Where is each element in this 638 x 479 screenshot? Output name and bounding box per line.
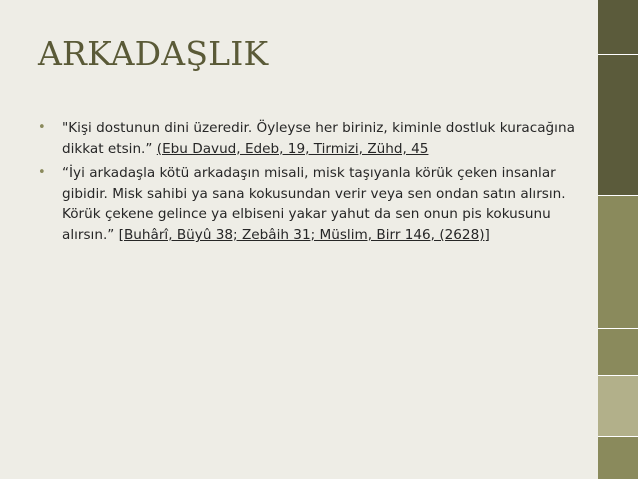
list-item <box>38 118 578 159</box>
reference-link[interactable]: (Ebu Davud, Edeb, 19, Tirmizi, Zühd, 45 <box>156 140 429 157</box>
list-item <box>38 163 578 245</box>
slide-title: ARKADAŞLIK <box>38 34 269 73</box>
sidebar-block <box>598 437 638 479</box>
sidebar-block <box>598 376 638 437</box>
sidebar-block <box>598 0 638 55</box>
quote-text: “İyi arkadaşla kötü arkadaşın misali, misk taşıyanla körük çeken insanlar gibidir. Misk sahibi ya sana kokusundan verir veya sen ondan satın alırsın. Körük çekene gelince ya elbiseni yakar yahut da sen onun pis kokusunu alırsın.” <box>62 165 566 243</box>
sidebar-block <box>598 55 638 196</box>
sidebar-block <box>598 329 638 376</box>
quote-text: "Kişi dostunun dini üzeredir. Öyleyse her biriniz, kiminle dostluk kuracağına dikkat etsin.” <box>62 120 575 157</box>
bullet-list <box>38 118 578 250</box>
sidebar-block <box>598 196 638 329</box>
reference-link[interactable]: [Buhârî, Büyû 38; Zebâih 31; Müslim, Birr 146, (2628)] <box>118 226 490 243</box>
bullet-marker: • <box>38 165 46 181</box>
decorative-sidebar <box>598 0 638 479</box>
bullet-marker: • <box>38 120 46 135</box>
